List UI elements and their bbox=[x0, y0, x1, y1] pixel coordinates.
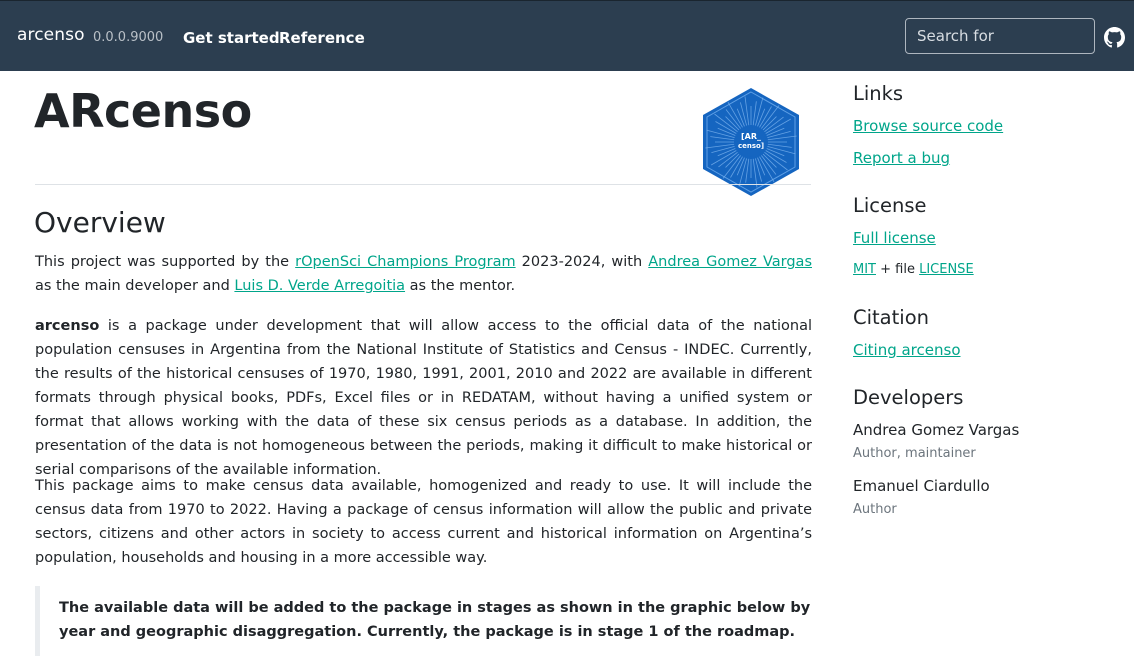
roadmap-text: The available data will be added to the package in stages as shown in the graphic below by year and geographic disaggregation. Currently, the package is in stage 1 of the roadmap. bbox=[59, 600, 811, 640]
brand-link[interactable]: arcenso bbox=[17, 25, 85, 45]
report-bug-link[interactable]: Report a bug bbox=[853, 149, 951, 167]
developer-role: Author bbox=[853, 502, 897, 517]
developer-role: Author, maintainer bbox=[853, 446, 976, 461]
developers-heading: Developers bbox=[853, 386, 964, 409]
package-name: arcenso bbox=[35, 318, 100, 334]
navbar bbox=[0, 0, 1134, 71]
full-license-link[interactable]: Full license bbox=[853, 229, 936, 247]
browse-source-link[interactable]: Browse source code bbox=[853, 117, 1004, 135]
support-text-2: 2023-2024, with bbox=[515, 254, 649, 270]
search-input[interactable] bbox=[905, 18, 1095, 54]
arcenso-hex-logo bbox=[700, 86, 802, 198]
page-title: ARcenso bbox=[34, 84, 252, 138]
support-paragraph bbox=[35, 250, 812, 298]
andrea-link[interactable]: Andrea Gomez Vargas bbox=[648, 254, 812, 270]
license-file-link[interactable]: LICENSE bbox=[919, 262, 974, 277]
nav-get-started[interactable]: Get started bbox=[183, 29, 280, 47]
github-icon[interactable] bbox=[1104, 27, 1125, 48]
aim-paragraph: This package aims to make census data available, homogenized and ready to use. It will include the census data from 1970 to 2022. Having a package of census information will allow the public and private sectors, citizens and other actors in society to access current and historical information on Argentina’s population, households and housing in a more accessible way. bbox=[35, 478, 812, 566]
support-text-1: This project was supported by the bbox=[35, 254, 296, 270]
luis-link[interactable]: Luis D. Verde Arregoitia bbox=[234, 278, 406, 294]
links-heading: Links bbox=[853, 82, 904, 105]
plus-file-text: + file bbox=[876, 262, 920, 277]
champions-program-link[interactable]: rOpenSci Champions Program bbox=[295, 254, 516, 270]
version-label: 0.0.0.9000 bbox=[93, 30, 164, 45]
logo-text-censo: censo] bbox=[737, 142, 765, 150]
nav-reference[interactable]: Reference bbox=[279, 29, 365, 47]
roadmap-blockquote bbox=[35, 586, 812, 656]
citation-heading: Citation bbox=[853, 306, 929, 329]
support-text-4: as the mentor. bbox=[405, 278, 516, 294]
overview-heading: Overview bbox=[34, 206, 166, 239]
license-line bbox=[853, 262, 974, 277]
developer-name: Andrea Gomez Vargas bbox=[853, 421, 1020, 439]
support-text-3: as the main developer and bbox=[35, 278, 235, 294]
description-paragraph bbox=[35, 314, 812, 482]
description-text: is a package under development that will allow access to the official data of the national population censuses in Argentina from the National Institute of Statistics and Census - INDEC. Currently, the results of the historical censuses of 1970, 1980, 1991, 2001, 2010 and 2022 are available in different formats through physical books, PDFs, Excel files or in REDATAM, without having a unified system or format that allows working with the data of these six census periods as a database. In addition, the presentation of the data is not homogeneous between the periods, making it difficult to make historical or serial comparisons of the available information. bbox=[35, 318, 812, 478]
developer-name: Emanuel Ciardullo bbox=[853, 477, 990, 495]
logo-text-ar: [AR_ bbox=[740, 132, 762, 141]
citing-link[interactable]: Citing arcenso bbox=[853, 341, 961, 359]
title-divider bbox=[35, 184, 811, 185]
mit-link[interactable]: MIT bbox=[853, 262, 876, 277]
license-heading: License bbox=[853, 194, 927, 217]
